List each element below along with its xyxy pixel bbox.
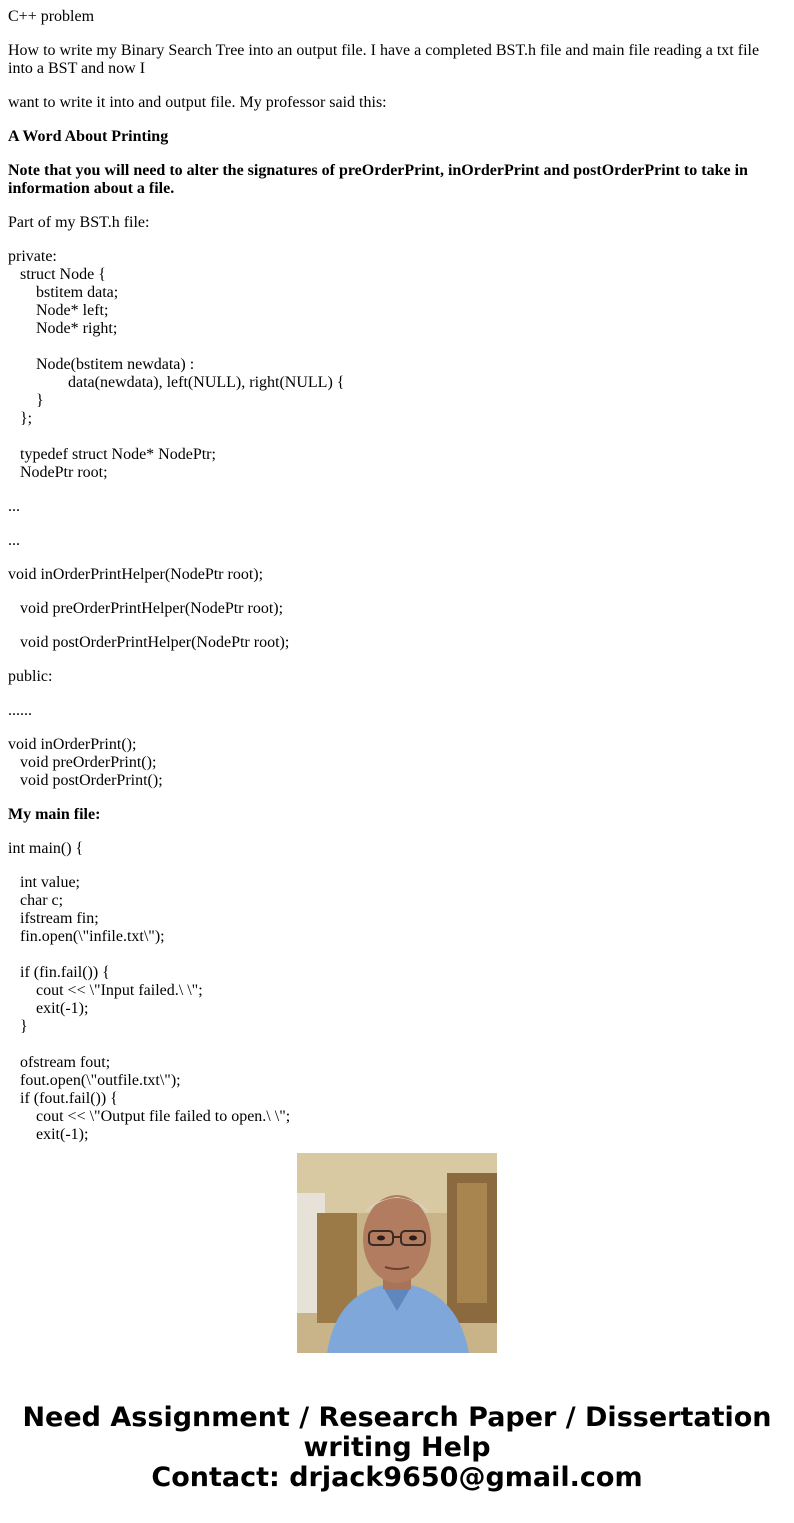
promo-contact: Contact: drjack9650@gmail.com [151, 1462, 643, 1493]
inorder-helper-decl: void inOrderPrintHelper(NodePtr root); [8, 566, 264, 583]
main-file-label: My main file: [8, 806, 101, 823]
promo-line: writing Help [303, 1432, 491, 1463]
professor-note: Note that you will need to alter the signatures of preOrderPrint, inOrderPrint and postOrderPrint to take in information about a file. [8, 162, 748, 197]
ellipsis: ...... [8, 702, 32, 719]
preorder-helper-decl: void preOrderPrintHelper(NodePtr root); [8, 600, 284, 617]
print-declarations: void inOrderPrint(); void preOrderPrint(); void postOrderPrint(); [8, 736, 163, 789]
post-title: C++ problem [8, 8, 95, 25]
ellipsis: ... [8, 498, 20, 515]
question-text: How to write my Binary Search Tree into an output file. I have a completed BST.h file and main file reading a txt file into a BST and now I [8, 42, 760, 77]
section-heading: A Word About Printing [8, 128, 169, 145]
question-text-continued: want to write it into and output file. My professor said this: [8, 94, 387, 111]
question-post [8, 0, 786, 1143]
bst-code-block: private: struct Node { bstitem data; Node* left; Node* right; Node(bstitem newdata) : data(newdata), left(NULL), right(NULL) { } }; typedef struct Node* NodePtr; NodePtr root; [8, 248, 345, 481]
bst-file-label: Part of my BST.h file: [8, 214, 150, 231]
public-label: public: [8, 668, 53, 685]
author-avatar [297, 1153, 497, 1353]
promo-banner [0, 1403, 794, 1493]
promo-line: Need Assignment / Research Paper / Dissertation [22, 1402, 772, 1433]
main-code-block: int value; char c; ifstream fin; fin.open(\"infile.txt\"); if (fin.fail()) { cout << \"Input failed.\ \"; exit(-1); } ofstream fout; fout.open(\"outfile.txt\"); if (fout.fail()) { cout << \"Output file failed to open.\ \"; exit(-1); [20, 874, 291, 1143]
ellipsis: ... [8, 532, 20, 549]
postorder-helper-decl: void postOrderPrintHelper(NodePtr root); [8, 634, 290, 651]
main-signature: int main() { [8, 840, 84, 857]
